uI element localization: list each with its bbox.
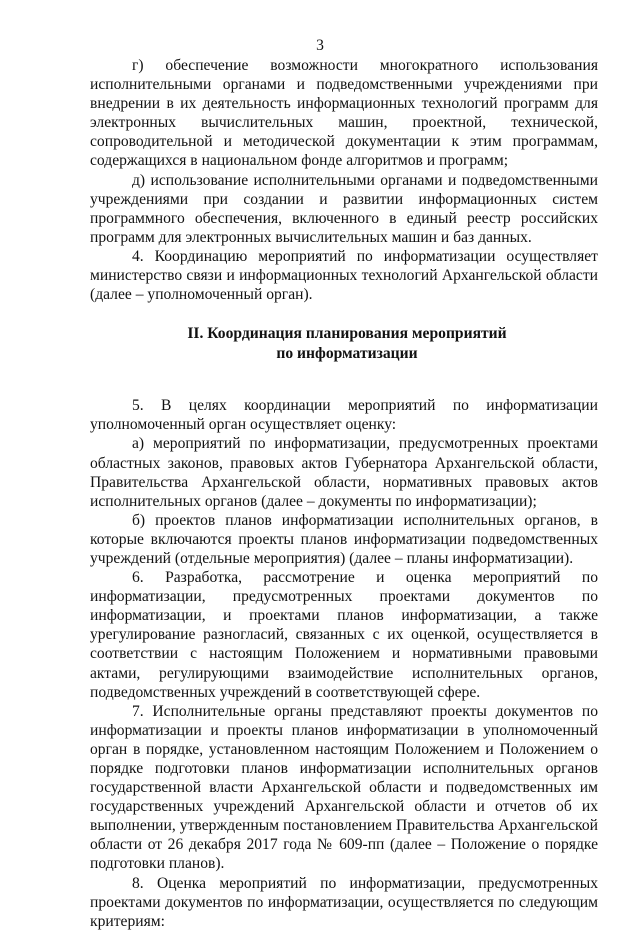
section-heading-line2: по информатизации bbox=[276, 345, 418, 363]
page-content bbox=[90, 56, 598, 931]
paragraph-item-5b: б) проектов планов информатизации исполнительных органов, в которые включаются проекты планов информатизации подведомственных учреждений (отдельные мероприятия) (далее – планы информатизации). bbox=[90, 511, 598, 567]
paragraph-item-4: 4. Координацию мероприятий по информатизации осуществляет министерство связи и информационных технологий Архангельской области (далее – уполномоченный орган). bbox=[90, 247, 598, 304]
paragraph-item-7: 7. Исполнительные органы представляют проекты документов по информатизации и проекты планов информатизации в уполномоченный орган в порядке, установленном настоящим Положением и Положением о порядке подготовки планов информатизации исполнительных органов государственной власти Архангельской области и подведомственных им государственных учреждений Архангельской области и отчетов об их выполнении, утвержденным постановлением Правительства Архангельской области от 26 декабря 2017 года № 609-пп (далее – Положение о порядке подготовки планов). bbox=[90, 702, 598, 873]
paragraph-item-5a: а) мероприятий по информатизации, предусмотренных проектами областных законов, правовых актов Губернатора Архангельской области, Правительства Архангельской области, нормативных правовых актов исполнительных органов (далее – документы по информатизации); bbox=[90, 435, 598, 510]
paragraph-item-g: г) обеспечение возможности многократного использования исполнительными органами и подведомственными учреждениями при внедрении в их деятельность информационных технологий программ для электронных вычислительных машин, проектной, технической, сопроводительной и методической документации к этим программам, содержащихся в национальном фонде алгоритмов и программ; bbox=[90, 57, 598, 170]
paragraph-item-5: 5. В целях координации мероприятий по информатизации уполномоченный орган осуществляет оценку: bbox=[90, 397, 598, 434]
paragraph-item-8: 8. Оценка мероприятий по информатизации, предусмотренных проектами документов по информатизации, осуществляется по следующим критериям: bbox=[90, 874, 598, 930]
paragraph-item-6: 6. Разработка, рассмотрение и оценка мероприятий по информатизации, предусмотренных проектами документов по информатизации, и проектами планов информатизации, а также урегулирование разногласий, связанных с их оценкой, осуществляется в соответствии с настоящим Положением и нормативными правовыми актами, регулирующими взаимодействие исполнительных органов, подведомственных учреждений в соответствующей сфере. bbox=[90, 569, 598, 701]
section-heading-line1: II. Координация планирования мероприятий bbox=[187, 325, 507, 343]
paragraph-item-d: д) использование исполнительными органами и подведомственными учреждениями при создании и развитии информационных систем программного обеспечения, включенного в единый реестр российских программ для электронных вычислительных машин и баз данных. bbox=[90, 171, 598, 246]
page-number: 3 bbox=[316, 37, 324, 54]
heading-spacer bbox=[90, 364, 598, 396]
section-heading bbox=[90, 324, 598, 364]
